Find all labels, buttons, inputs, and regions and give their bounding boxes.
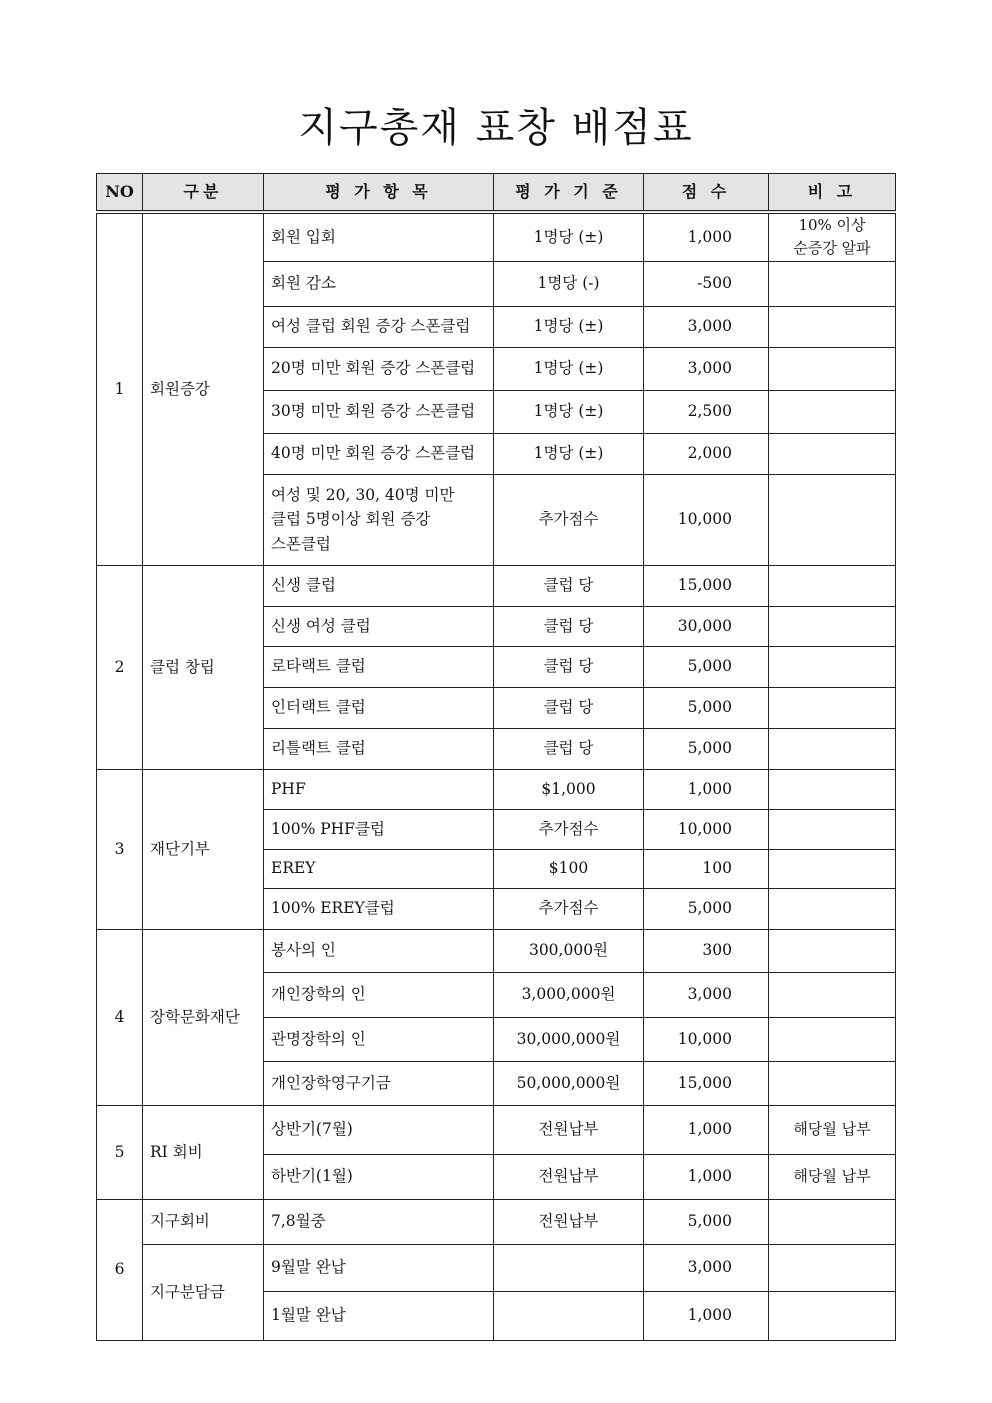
item-cell: 9월말 완납 bbox=[264, 1244, 494, 1291]
item-cell: 하반기(1월) bbox=[264, 1154, 494, 1199]
note-cell bbox=[769, 433, 896, 474]
score-cell: 1,000 bbox=[644, 1154, 769, 1199]
criteria-cell: $100 bbox=[494, 849, 644, 888]
note-cell bbox=[769, 390, 896, 433]
note-cell bbox=[769, 929, 896, 972]
section-no: 5 bbox=[97, 1105, 143, 1199]
note-cell bbox=[769, 728, 896, 769]
section-no: 3 bbox=[97, 769, 143, 929]
note-cell bbox=[769, 769, 896, 809]
criteria-cell bbox=[494, 1244, 644, 1291]
item-cell: EREY bbox=[264, 849, 494, 888]
page-title: 지구총재 표창 배점표 bbox=[298, 105, 694, 151]
section-category: 클럽 창립 bbox=[143, 565, 264, 769]
item-cell: 인터랙트 클럽 bbox=[264, 687, 494, 728]
header-note: 비 고 bbox=[769, 174, 896, 213]
criteria-cell: 50,000,000원 bbox=[494, 1061, 644, 1105]
criteria-cell: 전원납부 bbox=[494, 1199, 644, 1244]
criteria-cell: 1명당 (±) bbox=[494, 212, 644, 261]
item-cell: 7,8월중 bbox=[264, 1199, 494, 1244]
score-cell: 1,000 bbox=[644, 1105, 769, 1154]
score-cell: 2,500 bbox=[644, 390, 769, 433]
score-cell: 5,000 bbox=[644, 1199, 769, 1244]
note-cell bbox=[769, 1061, 896, 1105]
criteria-cell: 3,000,000원 bbox=[494, 972, 644, 1017]
section-category: 지구회비 bbox=[143, 1199, 264, 1244]
score-cell: 1,000 bbox=[644, 1291, 769, 1340]
item-cell: 신생 클럽 bbox=[264, 565, 494, 606]
note-cell bbox=[769, 972, 896, 1017]
header-criteria: 평 가 기 준 bbox=[494, 174, 644, 213]
score-cell: 300 bbox=[644, 929, 769, 972]
section-no: 6 bbox=[97, 1199, 143, 1340]
section-category: 회원증강 bbox=[143, 212, 264, 565]
item-cell: 개인장학영구기금 bbox=[264, 1061, 494, 1105]
criteria-cell: 클럽 당 bbox=[494, 646, 644, 687]
criteria-cell: 1명당 (±) bbox=[494, 347, 644, 390]
item-cell: 30명 미만 회원 증강 스폰클럽 bbox=[264, 390, 494, 433]
section-category: 장학문화재단 bbox=[143, 929, 264, 1105]
item-cell: 신생 여성 클럽 bbox=[264, 606, 494, 646]
note-cell: 해당월 납부 bbox=[769, 1154, 896, 1199]
score-cell: 3,000 bbox=[644, 306, 769, 347]
score-cell: 1,000 bbox=[644, 212, 769, 261]
table-row bbox=[97, 929, 896, 972]
header-item: 평 가 항 목 bbox=[264, 174, 494, 213]
score-cell: 5,000 bbox=[644, 687, 769, 728]
note-cell bbox=[769, 565, 896, 606]
criteria-cell: 300,000원 bbox=[494, 929, 644, 972]
note-cell bbox=[769, 888, 896, 929]
score-cell: 2,000 bbox=[644, 433, 769, 474]
section-category: 지구분담금 bbox=[143, 1244, 264, 1340]
score-cell: 5,000 bbox=[644, 728, 769, 769]
note-cell bbox=[769, 1291, 896, 1340]
score-table bbox=[96, 173, 896, 1341]
criteria-cell: 30,000,000원 bbox=[494, 1017, 644, 1061]
section-category: 재단기부 bbox=[143, 769, 264, 929]
criteria-cell: 1명당 (±) bbox=[494, 390, 644, 433]
note-cell bbox=[769, 1017, 896, 1061]
note-cell: 해당월 납부 bbox=[769, 1105, 896, 1154]
section-category: RI 회비 bbox=[143, 1105, 264, 1199]
score-cell: 5,000 bbox=[644, 888, 769, 929]
item-cell: 회원 입회 bbox=[264, 212, 494, 261]
item-cell: 1월말 완납 bbox=[264, 1291, 494, 1340]
item-cell: 40명 미만 회원 증강 스폰클럽 bbox=[264, 433, 494, 474]
item-cell: 리틀랙트 클럽 bbox=[264, 728, 494, 769]
score-cell: 1,000 bbox=[644, 769, 769, 809]
item-cell: 개인장학의 인 bbox=[264, 972, 494, 1017]
item-cell: 여성 및 20, 30, 40명 미만 클럽 5명이상 회원 증강 스폰클럽 bbox=[264, 474, 494, 565]
header-category: 구분 bbox=[143, 174, 264, 213]
score-cell: 5,000 bbox=[644, 646, 769, 687]
criteria-cell: 1명당 (±) bbox=[494, 433, 644, 474]
item-cell: PHF bbox=[264, 769, 494, 809]
table-row bbox=[97, 1244, 896, 1291]
score-cell: -500 bbox=[644, 261, 769, 306]
note-cell bbox=[769, 347, 896, 390]
item-cell: 20명 미만 회원 증강 스폰클럽 bbox=[264, 347, 494, 390]
note-cell bbox=[769, 809, 896, 849]
note-cell bbox=[769, 1244, 896, 1291]
item-cell: 관명장학의 인 bbox=[264, 1017, 494, 1061]
item-cell: 회원 감소 bbox=[264, 261, 494, 306]
item-cell: 100% EREY클럽 bbox=[264, 888, 494, 929]
table-header-row bbox=[97, 174, 896, 213]
table-row bbox=[97, 565, 896, 606]
note-cell bbox=[769, 474, 896, 565]
note-cell bbox=[769, 306, 896, 347]
criteria-cell: 1명당 (±) bbox=[494, 306, 644, 347]
table-row bbox=[97, 1199, 896, 1244]
score-cell: 3,000 bbox=[644, 347, 769, 390]
score-cell: 100 bbox=[644, 849, 769, 888]
criteria-cell: 클럽 당 bbox=[494, 728, 644, 769]
item-cell: 로타랙트 클럽 bbox=[264, 646, 494, 687]
note-cell: 10% 이상 순증강 알파 bbox=[769, 212, 896, 261]
note-cell bbox=[769, 646, 896, 687]
item-cell: 상반기(7월) bbox=[264, 1105, 494, 1154]
item-cell: 여성 클럽 회원 증강 스폰클럽 bbox=[264, 306, 494, 347]
criteria-cell: 추가점수 bbox=[494, 474, 644, 565]
note-cell bbox=[769, 687, 896, 728]
criteria-cell: 추가점수 bbox=[494, 809, 644, 849]
note-cell bbox=[769, 261, 896, 306]
criteria-cell: 클럽 당 bbox=[494, 687, 644, 728]
header-score: 점 수 bbox=[644, 174, 769, 213]
criteria-cell: $1,000 bbox=[494, 769, 644, 809]
table-row bbox=[97, 769, 896, 809]
criteria-cell: 전원납부 bbox=[494, 1105, 644, 1154]
item-cell: 봉사의 인 bbox=[264, 929, 494, 972]
criteria-cell: 추가점수 bbox=[494, 888, 644, 929]
criteria-cell: 클럽 당 bbox=[494, 565, 644, 606]
score-cell: 10,000 bbox=[644, 474, 769, 565]
score-cell: 3,000 bbox=[644, 972, 769, 1017]
table-row bbox=[97, 212, 896, 261]
score-cell: 15,000 bbox=[644, 1061, 769, 1105]
section-no: 2 bbox=[97, 565, 143, 769]
note-cell bbox=[769, 849, 896, 888]
section-no: 1 bbox=[97, 212, 143, 565]
score-cell: 30,000 bbox=[644, 606, 769, 646]
item-cell: 100% PHF클럽 bbox=[264, 809, 494, 849]
score-cell: 15,000 bbox=[644, 565, 769, 606]
table-row bbox=[97, 1105, 896, 1154]
section-no: 4 bbox=[97, 929, 143, 1105]
criteria-cell bbox=[494, 1291, 644, 1340]
criteria-cell: 전원납부 bbox=[494, 1154, 644, 1199]
score-cell: 3,000 bbox=[644, 1244, 769, 1291]
note-cell bbox=[769, 606, 896, 646]
score-cell: 10,000 bbox=[644, 809, 769, 849]
note-cell bbox=[769, 1199, 896, 1244]
header-no: NO bbox=[97, 174, 143, 213]
criteria-cell: 1명당 (-) bbox=[494, 261, 644, 306]
score-cell: 10,000 bbox=[644, 1017, 769, 1061]
criteria-cell: 클럽 당 bbox=[494, 606, 644, 646]
